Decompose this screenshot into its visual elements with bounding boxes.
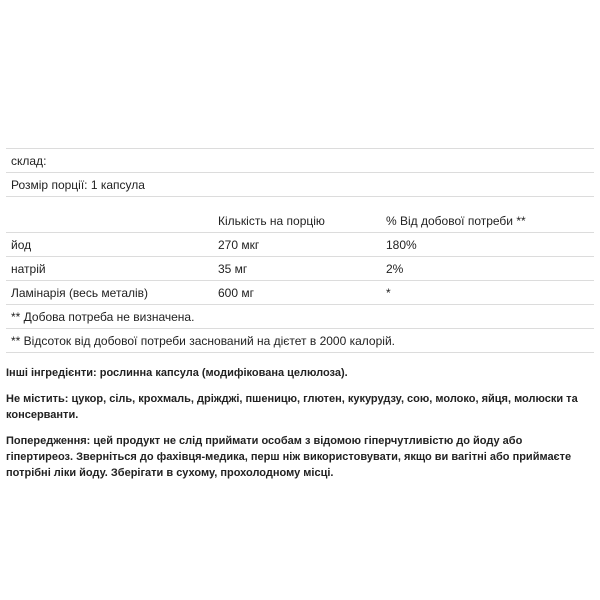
table-header-row (6, 196, 594, 232)
column-header-amount: Кількість на порцію (218, 214, 325, 228)
nutrient-daily-value: 180% (386, 238, 417, 252)
composition-label: склад: (11, 154, 47, 168)
additional-info (6, 365, 588, 491)
supplement-facts-table (6, 148, 594, 353)
nutrient-daily-value: * (386, 286, 391, 300)
footnote-row (6, 328, 594, 353)
column-header-daily-value: % Від добової потреби ** (386, 214, 526, 228)
table-row (6, 232, 594, 256)
nutrient-daily-value: 2% (386, 262, 404, 276)
table-row (6, 256, 594, 280)
nutrient-amount: 35 мг (218, 262, 248, 276)
footnote-daily-not-established: ** Добова потреба не визначена. (11, 310, 195, 324)
table-row (6, 280, 594, 304)
other-ingredients: Інші інгредієнти: рослинна капсула (модифікована целюлоза). (6, 367, 348, 379)
footnote-row (6, 304, 594, 328)
does-not-contain: Не містить: цукор, сіль, крохмаль, дріжджі, пшеницю, глютен, кукурудзу, сою, молоко, яйця, молюски та консерванти. (6, 393, 578, 421)
serving-size-row (6, 172, 594, 196)
nutrient-name: йод (11, 238, 32, 252)
nutrient-name: натрій (11, 262, 46, 276)
nutrient-name: Ламінарія (весь металів) (11, 286, 149, 300)
nutrient-amount: 600 мг (218, 286, 254, 300)
composition-row (6, 148, 594, 172)
nutrient-amount: 270 мкг (218, 238, 260, 252)
footnote-percent-basis: ** Відсоток від добової потреби заснований на дієтет в 2000 калорій. (11, 334, 395, 348)
warning-text: Попередження: цей продукт не слід приймати особам з відомою гіперчутливістю до йоду або гіпертиреоз. Зверніться до фахівця-медика, перш ніж використовувати, якщо ви вагітні або приймаєте потрібні ліки йоду. Зберігати в сухому, прохолодному місці. (6, 435, 572, 479)
serving-size: Розмір порції: 1 капсула (11, 178, 145, 192)
